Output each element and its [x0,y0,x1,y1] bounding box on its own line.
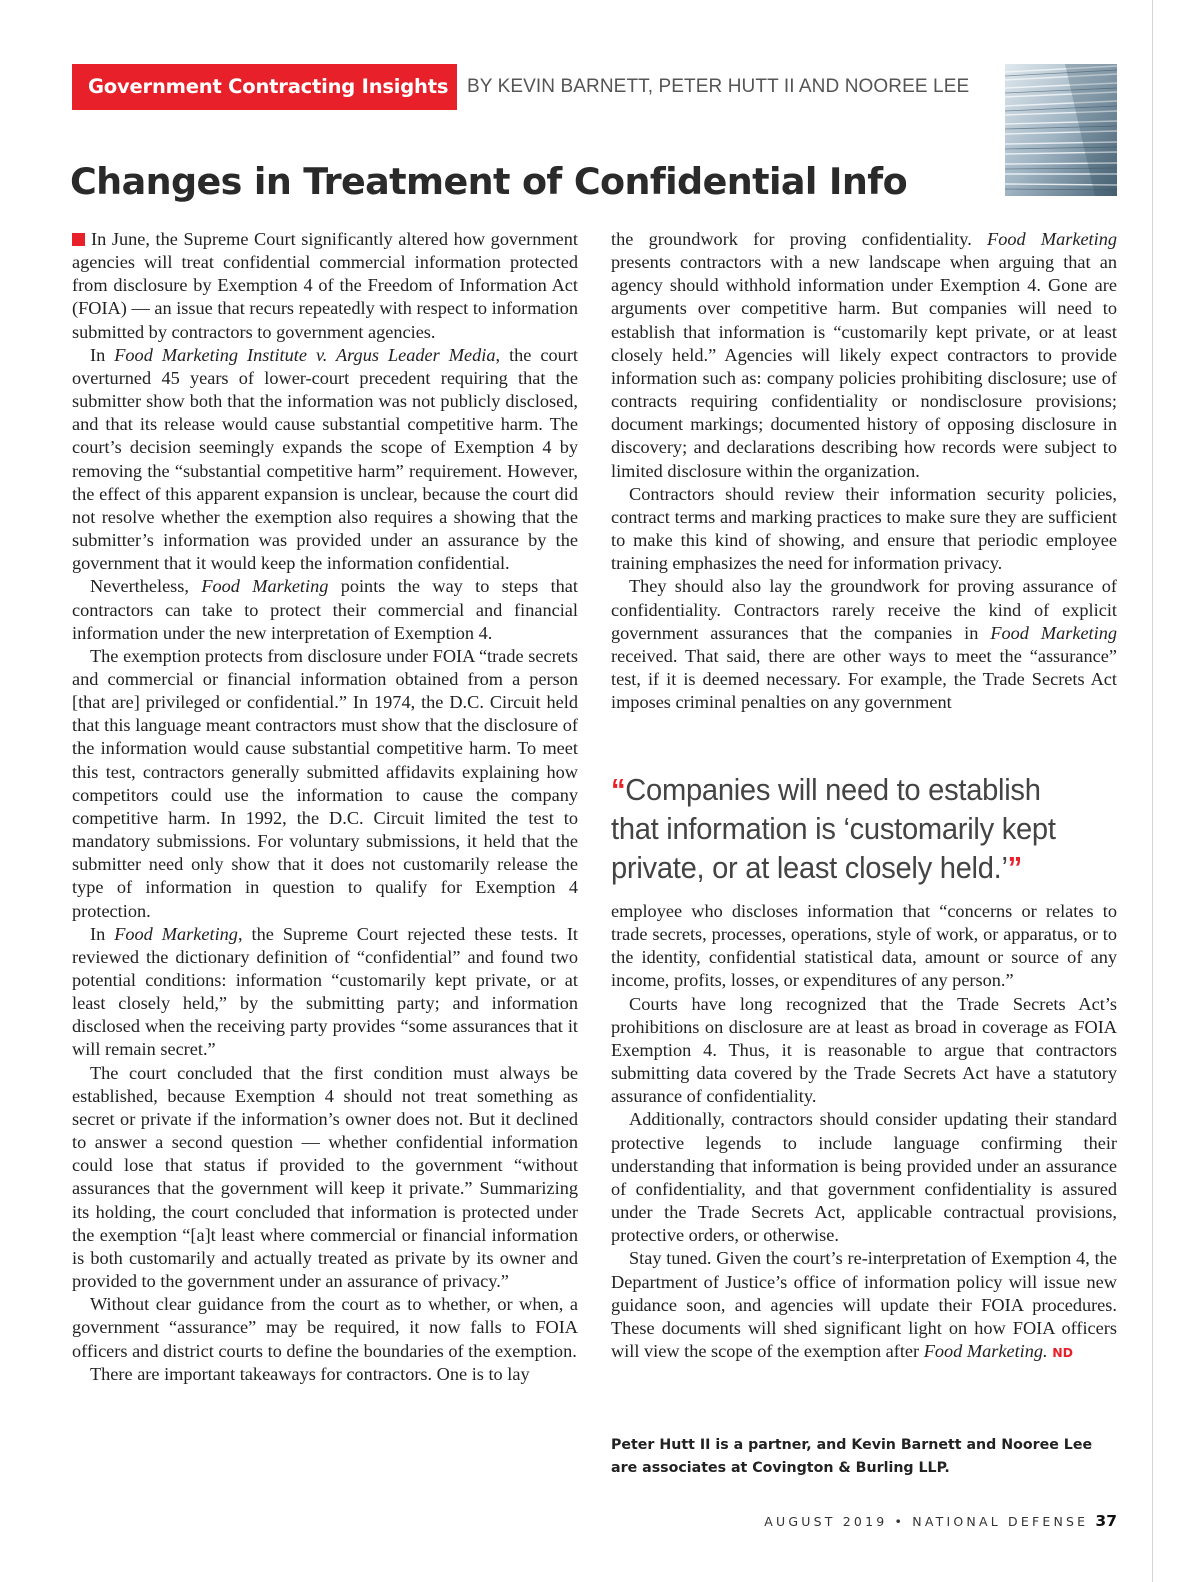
paragraph: employee who discloses information that “concerns or relates to trade secrets, processes, operations, style of work, or apparatus, or to the identity, confidential statistical data, amount or source of any income, profits, losses, or expenditures of any person.” [611,901,1117,991]
page-edge-line [1152,0,1153,1582]
issue-line: AUGUST 2019 • NATIONAL DEFENSE [764,1514,1089,1529]
pull-quote: “Companies will need to establish that information is ‘customarily kept private, or at least closely held.’” [611,772,1056,885]
red-square-icon [72,233,85,246]
paragraph: Courts have long recognized that the Trade Secrets Act’s prohibitions on disclosure are at least as broad in coverage as FOIA Exemption 4. Thus, it is reasonable to argue that contractors submitting data covered by the Trade Secrets Act have a statutory assurance of confidentiality. [611,993,1117,1107]
body-column-right-top [611,228,1117,714]
paragraph: Without clear guidance from the court as to whether, or when, a government “assurance” may be required, it now falls to FOIA officers and district courts to define the boundaries of the exemption. [72,1294,578,1361]
paper-stack-photo [1005,64,1117,196]
article-header [72,64,969,110]
byline: BY KEVIN BARNETT, PETER HUTT II AND NOOREE LEE [467,76,970,97]
paragraph: In Food Marketing, the Supreme Court rejected these tests. It reviewed the dictionary definition of “confidential” and found two potential conditions: information “customarily kept private, or at least closely held,” by the submitting party; and information disclosed when the receiving party provides “some assurances that it will remain secret.” [72,923,578,1060]
section-tag: Government Contracting Insights [72,64,457,110]
paragraph: In June, the Supreme Court significantly altered how government agencies will treat confidential commercial information protected from disclosure by Exemption 4 of the Freedom of Information Act (FOIA) — an issue that recurs repeatedly with respect to information submitted by contractors to government agencies. [72,229,578,342]
body-column-right-bottom [611,900,1117,1364]
open-quote-mark: “ [611,772,626,807]
end-mark: ND [1052,1344,1074,1360]
paragraph: Stay tuned. Given the court’s re-interpretation of Exemption 4, the Department of Justice’s office of information policy will issue new guidance soon, and agencies will update their FOIA procedures. These documents will shed significant light on how FOIA officers will view the scope of the exemption after Food Marketing. ND [611,1248,1117,1361]
close-quote-mark: ” [1007,850,1022,885]
body-column-left [72,228,578,1386]
page-footer [600,1512,1117,1530]
page-number: 37 [1095,1512,1117,1530]
author-bio: Peter Hutt II is a partner, and Kevin Barnett and Nooree Lee are associates at Covington & Burling LLP. [611,1437,1093,1476]
paragraph: There are important takeaways for contractors. One is to lay [90,1363,530,1384]
paragraph: They should also lay the groundwork for proving assurance of confidentiality. Contractors rarely receive the kind of explicit government assurances that the companies in Food Marketing received. That said, there are other ways to meet the “assurance” test, if it is deemed necessary. For example, the Trade Secrets Act imposes criminal penalties on any government [611,576,1117,713]
paragraph: the groundwork for proving confidentiality. Food Marketing presents contractors with a new landscape when arguing that an agency should withhold information under Exemption 4. Gone are arguments over competitive harm. But companies will need to establish that information is “customarily kept private, or at least closely held.” Agencies will likely expect contractors to provide information such as: company policies prohibiting disclosure; use of contracts requiring confidentiality or nondisclosure provisions; document markings; documented history of opposing disclosure in discovery; and declarations describing how records were subject to limited disclosure within the organization. [611,229,1118,481]
paragraph: Additionally, contractors should consider updating their standard protective legends to include language confirming their understanding that information is being provided under an assurance of confidentiality, and that government confidentiality is assured under the Trade Secrets Act, applicable contractual provisions, protective orders, or otherwise. [611,1109,1117,1246]
article-headline: Changes in Treatment of Confidential Info [70,160,908,203]
paragraph: The exemption protects from disclosure under FOIA “trade secrets and commercial or financial information obtained from a person [that are] privileged or confidential.” In 1974, the D.C. Circuit held that this language meant contractors must show that the disclosure of the information would cause substantial competitive harm. To meet this test, contractors generally submitted affidavits explaining how competitors could use the information to cause the company competitive harm. In 1992, the D.C. Circuit limited the test to mandatory submissions. For voluntary submissions, it held that the submitter need only show that it does not customarily release the type of information in question to qualify for Exemption 4 protection. [72,645,578,921]
paragraph: Contractors should review their information security policies, contract terms and marking practices to make sure they are sufficient to make this kind of showing, and ensure that periodic employee training emphasizes the need for information privacy. [611,483,1117,574]
paragraph: The court concluded that the first condition must always be established, because Exemption 4 should not treat something as secret or private if the information’s owner does not. But it declined to answer a second question — whether confidential information could lose that status if provided to the government “without assurances that the government will keep it private.” Summarizing its holding, the court concluded that information is protected under the exemption “[a]t least where commercial or financial information is both customarily and actually treated as private by its owner and provided to the government under an assurance of privacy.” [72,1062,578,1292]
paragraph: Nevertheless, Food Marketing points the way to steps that contractors can take to protect their commercial and financial information under the new interpretation of Exemption 4. [72,576,578,643]
paragraph: In Food Marketing Institute v. Argus Leader Media, the court overturned 45 years of lower-court precedent requiring that the submitter show both that the information was not publicly disclosed, and that its release would cause substantial competitive harm. The court’s decision seemingly expands the scope of Exemption 4 by removing the “substantial competitive harm” requirement. However, the effect of this apparent expansion is unclear, because the court did not resolve whether the exemption also requires a showing that the submitter’s information was provided under an assurance by the government that it would keep the information confidential. [72,344,578,574]
